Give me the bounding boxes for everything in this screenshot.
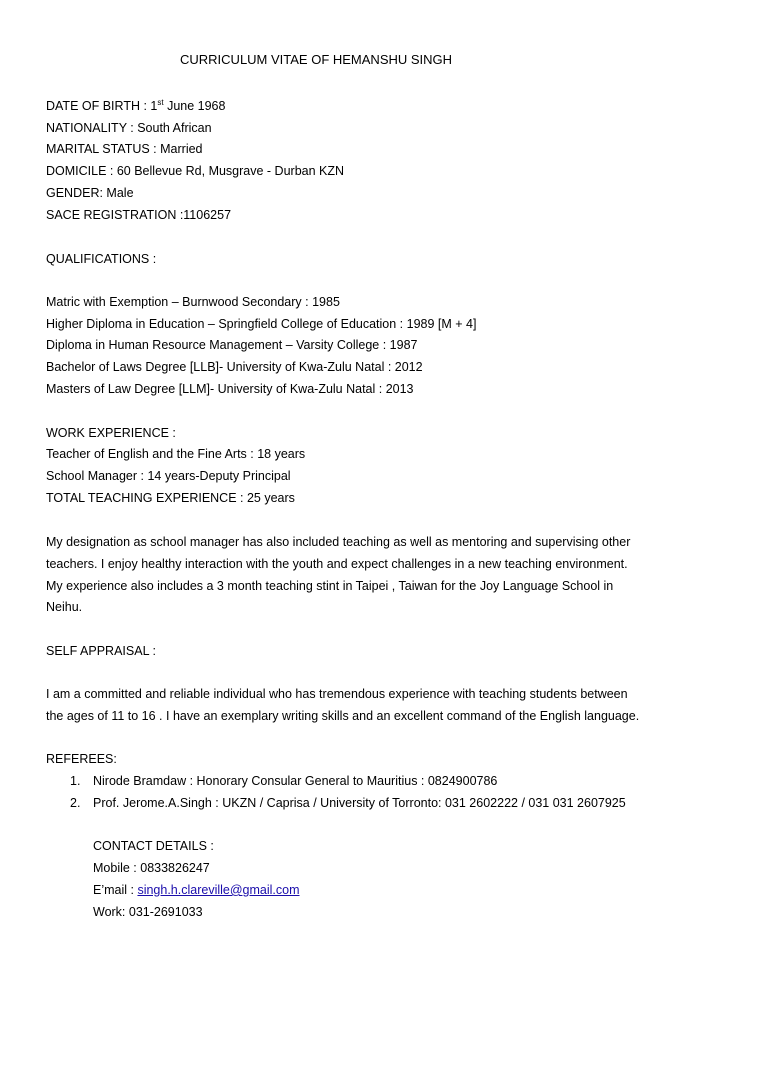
gender: GENDER: Male — [46, 186, 134, 200]
domicile: DOMICILE : 60 Bellevue Rd, Musgrave - Durban KZN — [46, 164, 345, 178]
dob-rest: June 1968 — [163, 99, 226, 113]
referee-item: Prof. Jerome.A.Singh : UKZN / Caprisa / University of Torronto: 031 2602222 / 031 031 2607925 — [93, 796, 626, 810]
referee-number: 1. — [70, 774, 81, 788]
qualification-item: Diploma in Human Resource Management – Varsity College : 1987 — [46, 338, 418, 352]
contact-heading: CONTACT DETAILS : — [93, 839, 214, 853]
dob-label: DATE OF BIRTH : 1 — [46, 99, 158, 113]
nationality: NATIONALITY : South African — [46, 121, 212, 135]
referee-number: 2. — [70, 796, 81, 810]
work-paragraph-line: My designation as school manager has also included teaching as well as mentoring and supervising other — [46, 535, 631, 549]
qualification-item: Bachelor of Laws Degree [LLB]- University of Kwa-Zulu Natal : 2012 — [46, 360, 423, 374]
work-item: Teacher of English and the Fine Arts : 18 years — [46, 447, 306, 461]
dob-superscript: st — [157, 98, 164, 107]
contact-mobile: Mobile : 0833826247 — [93, 861, 210, 875]
marital-status: MARITAL STATUS : Married — [46, 142, 203, 156]
work-item: School Manager : 14 years-Deputy Principal — [46, 469, 291, 483]
contact-email-row — [93, 882, 300, 898]
qualification-item: Matric with Exemption – Burnwood Secondary : 1985 — [46, 295, 340, 309]
referee-item: Nirode Bramdaw : Honorary Consular General to Mauritius : 0824900786 — [93, 774, 498, 788]
date-of-birth — [46, 98, 225, 114]
qualification-item: Higher Diploma in Education – Springfield College of Education : 1989 [M + 4] — [46, 317, 477, 331]
appraisal-paragraph-line: the ages of 11 to 16 . I have an exemplary writing skills and an excellent command of the English language. — [46, 709, 640, 723]
qualification-item: Masters of Law Degree [LLM]- University of Kwa-Zulu Natal : 2013 — [46, 382, 414, 396]
work-experience-heading: WORK EXPERIENCE : — [46, 426, 176, 440]
qualifications-heading: QUALIFICATIONS : — [46, 252, 157, 266]
self-appraisal-heading: SELF APPRAISAL : — [46, 644, 157, 658]
appraisal-paragraph-line: I am a committed and reliable individual who has tremendous experience with teaching students between — [46, 687, 628, 701]
work-paragraph-line: teachers. I enjoy healthy interaction with the youth and expect challenges in a new teaching environment. — [46, 557, 628, 571]
page-title: CURRICULUM VITAE OF HEMANSHU SINGH — [180, 52, 453, 67]
email-label: E’mail : — [93, 883, 138, 897]
work-paragraph-line: My experience also includes a 3 month teaching stint in Taipei , Taiwan for the Joy Language School in — [46, 579, 614, 593]
contact-work: Work: 031-2691033 — [93, 905, 203, 919]
work-item: TOTAL TEACHING EXPERIENCE : 25 years — [46, 491, 295, 505]
sace-registration: SACE REGISTRATION :1106257 — [46, 208, 232, 222]
work-paragraph-line: Neihu. — [46, 600, 83, 614]
referees-heading: REFEREES: — [46, 752, 117, 766]
email-link[interactable]: singh.h.clareville@gmail.com — [137, 883, 300, 897]
